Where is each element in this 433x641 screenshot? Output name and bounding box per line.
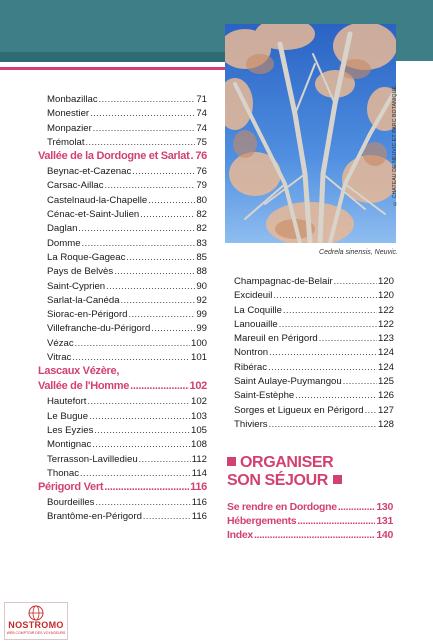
toc-entry[interactable]: Excideuil ..... 120	[234, 288, 394, 302]
toc-entry[interactable]: Terrasson-Lavilledieu ..... 112	[47, 452, 207, 466]
toc-entry[interactable]: Saint-Cyprien ..... 90	[47, 279, 207, 293]
toc-entry[interactable]: Beynac-et-Cazenac ..... 76	[47, 164, 207, 178]
toc-entry[interactable]: Le Bugue ..... 103	[47, 409, 207, 423]
toc-section-perigord-vert[interactable]: Périgord Vert ..... 116	[38, 480, 207, 495]
toc-entry[interactable]: Monestier ..... 74	[47, 106, 207, 120]
divider-white	[0, 62, 225, 66]
toc-entry[interactable]: Trémolat ..... 75	[47, 135, 207, 149]
toc-entry[interactable]: Daglan ..... 82	[47, 221, 207, 235]
toc-entry[interactable]: Hautefort ..... 102	[47, 394, 207, 408]
globe-icon	[5, 603, 67, 621]
toc-entry[interactable]: Montignac ..... 108	[47, 437, 207, 451]
toc-entry[interactable]: Siorac-en-Périgord ..... 99	[47, 307, 207, 321]
toc-entry[interactable]: Vézac ..... 100	[47, 336, 207, 350]
toc-entry[interactable]: Sorges et Ligueux en Périgord ..... 127	[234, 403, 394, 417]
toc-entry[interactable]: Cénac-et-Saint-Julien ..... 82	[47, 207, 207, 221]
toc-entry[interactable]: Villefranche-du-Périgord ..... 99	[47, 321, 207, 335]
toc-entry[interactable]: Castelnaud-la-Chapelle ..... 80	[47, 193, 207, 207]
toc-entry[interactable]: Thonac ..... 114	[47, 466, 207, 480]
toc-entry[interactable]: Mareuil en Périgord ..... 123	[234, 331, 394, 345]
nostromo-logo: NOSTROMO WEB COMPTOIR DES VOYAGEURS	[4, 602, 68, 640]
toc-entry[interactable]: La Coquille ..... 122	[234, 303, 394, 317]
divider-accent	[0, 67, 225, 70]
toc-column-2	[234, 274, 394, 431]
toc-entry[interactable]: Ribérac ..... 124	[234, 360, 394, 374]
photo-credit: © CHATEAU DE NEUVIC ET PARC BOTANIQUE	[392, 86, 398, 206]
toc-section-dordogne[interactable]: Vallée de la Dordogne et Sarlat ..... 76	[38, 149, 207, 164]
toc-entry[interactable]: Vitrac ..... 101	[47, 350, 207, 364]
toc-entry[interactable]: Champagnac-de-Belair ..... 120	[234, 274, 394, 288]
toc-section-hebergements[interactable]: Hébergements ..... 131	[227, 514, 393, 528]
toc-entry[interactable]: Pays de Belvès ..... 88	[47, 264, 207, 278]
toc-entry[interactable]: Monbazillac ..... 71	[47, 92, 207, 106]
toc-column-organiser	[227, 500, 393, 542]
organiser-heading: ORGANISER SON SÉJOUR	[227, 454, 397, 490]
toc-entry[interactable]: Lanouaille ..... 122	[234, 317, 394, 331]
toc-entry[interactable]: Bourdeilles ..... 116	[47, 495, 207, 509]
toc-entry[interactable]: La Roque-Gageac ..... 85	[47, 250, 207, 264]
toc-entry[interactable]: Domme ..... 83	[47, 236, 207, 250]
square-bullet-icon	[227, 457, 236, 466]
photo-caption: Cedrela sinensis, Neuvic.	[319, 249, 398, 256]
header-band-shade	[0, 52, 225, 62]
toc-entry[interactable]: Thiviers ..... 128	[234, 417, 394, 431]
toc-section-lascaux[interactable]: Lascaux Vézère, Vallée de l'Homme ..... 102	[38, 364, 207, 394]
toc-entry[interactable]: Saint-Estèphe ..... 126	[234, 388, 394, 402]
toc-entry[interactable]: Monpazier ..... 74	[47, 121, 207, 135]
toc-entry[interactable]: Les Eyzies ..... 105	[47, 423, 207, 437]
tree-photo	[225, 24, 396, 243]
toc-entry[interactable]: Brantôme-en-Périgord ..... 116	[47, 509, 207, 523]
toc-entry[interactable]: Carsac-Aillac ..... 79	[47, 178, 207, 192]
square-bullet-icon	[333, 475, 342, 484]
toc-entry[interactable]: Sarlat-la-Canéda ..... 92	[47, 293, 207, 307]
toc-section-se-rendre[interactable]: Se rendre en Dordogne ..... 130	[227, 500, 393, 514]
toc-section-index[interactable]: Index ..... 140	[227, 528, 393, 542]
toc-column-1	[38, 92, 207, 524]
toc-entry[interactable]: Nontron ..... 124	[234, 345, 394, 359]
toc-entry[interactable]: Saint Aulaye-Puymangou ..... 125	[234, 374, 394, 388]
